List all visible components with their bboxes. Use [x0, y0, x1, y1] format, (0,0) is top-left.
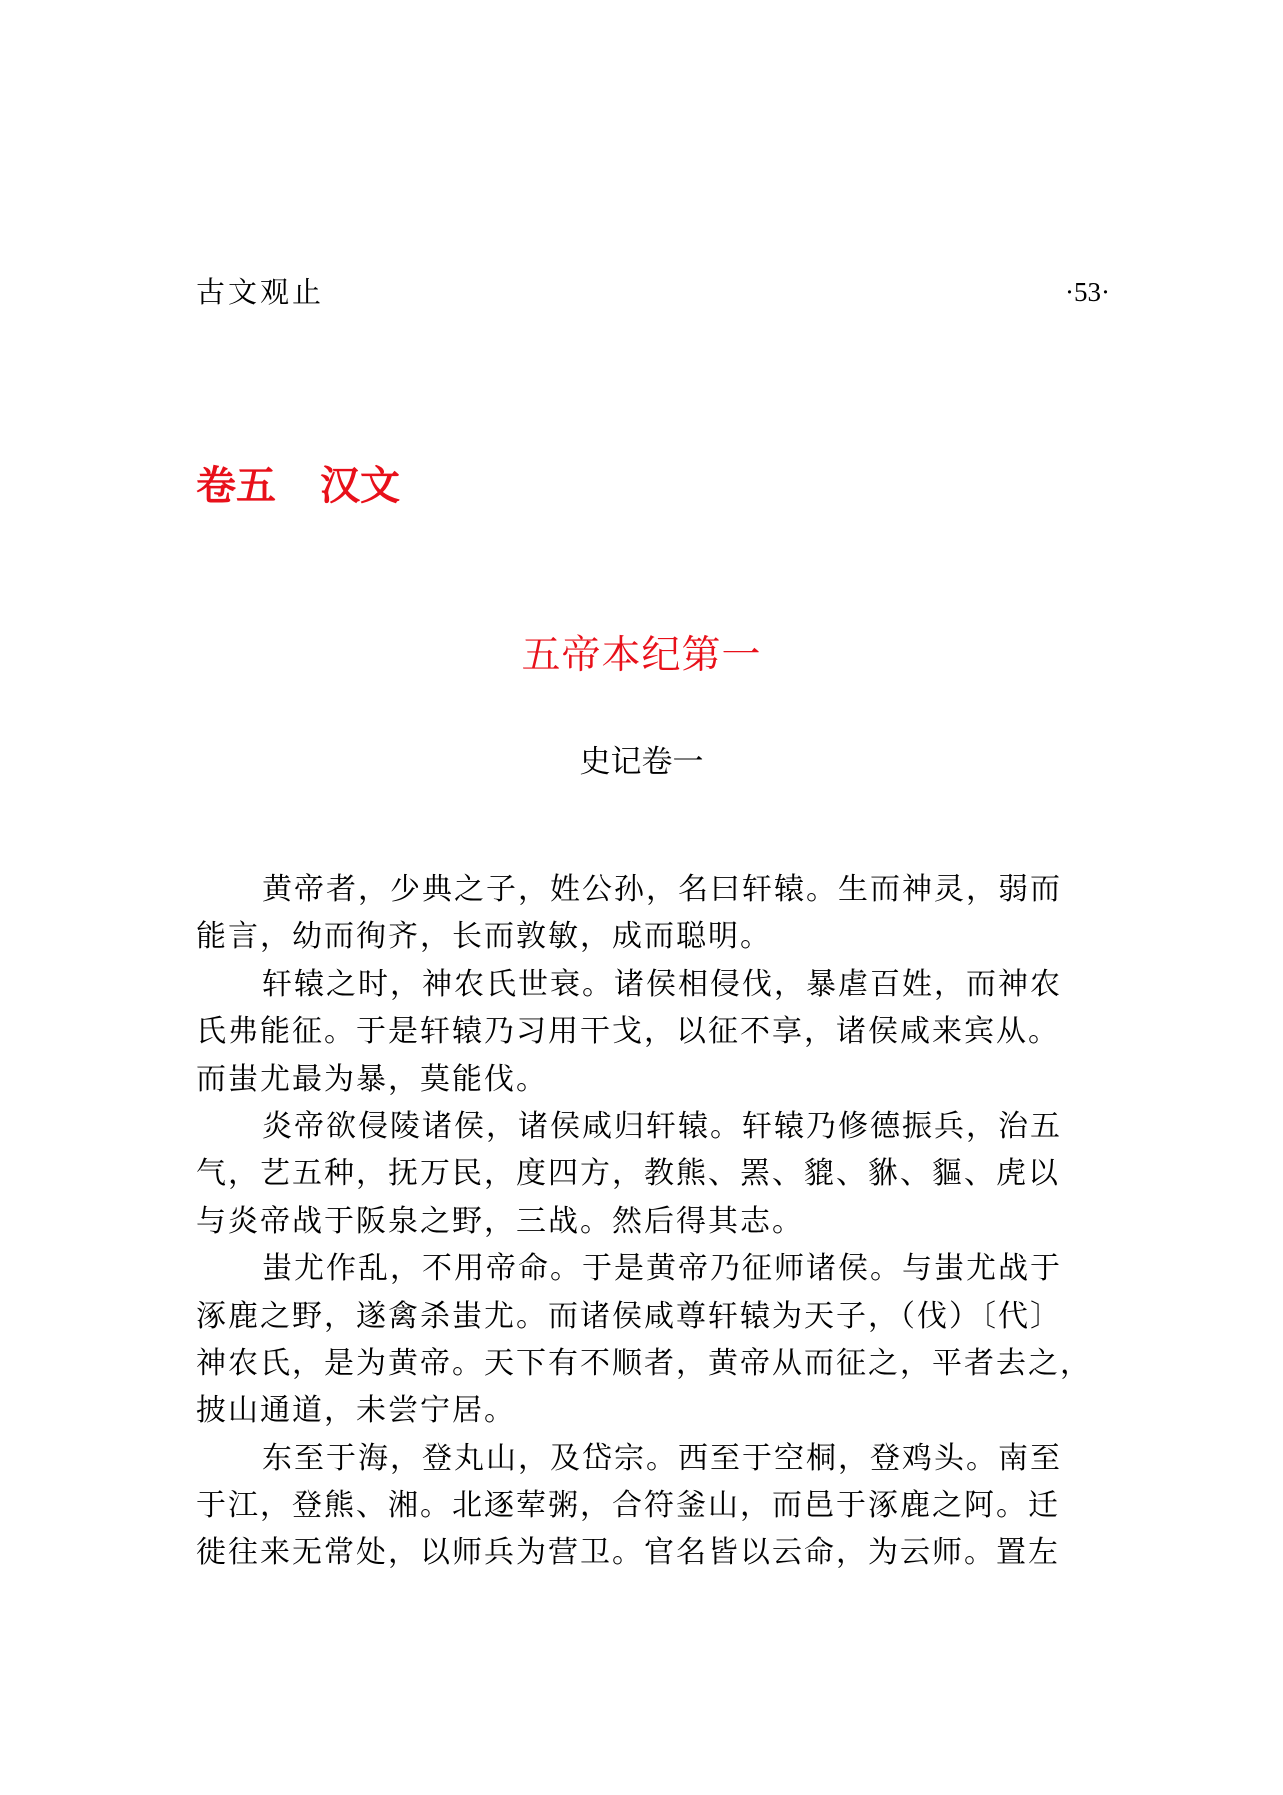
running-header — [196, 272, 1110, 312]
page-number: ·53· — [1065, 277, 1110, 307]
text-line: 东至于海，登丸山，及岱宗。西至于空桐，登鸡头。南至 — [262, 1440, 1062, 1476]
text-line: 徙往来无常处，以师兵为营卫。官名皆以云命，为云师。置左 — [196, 1535, 1060, 1571]
text-line: 蚩尤作乱，不用帝命。于是黄帝乃征师诸侯。与蚩尤战于 — [262, 1251, 1062, 1287]
body-text — [196, 866, 1092, 1577]
text-line: 炎帝欲侵陵诸侯，诸侯咸归轩辕。轩辕乃修德振兵，治五 — [262, 1108, 1062, 1144]
volume-label: 卷五 — [196, 463, 276, 509]
text-line: 而蚩尤最为暴，莫能伐。 — [196, 1061, 548, 1097]
text-line: 能言，幼而徇齐，长而敦敏，成而聪明。 — [196, 919, 772, 955]
text-line: 涿鹿之野，遂禽杀蚩尤。而诸侯咸尊轩辕为天子，（伐）〔代〕 — [196, 1298, 1062, 1334]
text-line: 轩辕之时，神农氏世衰。诸侯相侵伐，暴虐百姓，而神农 — [262, 966, 1062, 1002]
chapter-subtitle: 史记卷一 — [579, 744, 704, 780]
text-line: 氏弗能征。于是轩辕乃习用干戈，以征不享，诸侯咸来宾从。 — [196, 1014, 1060, 1050]
text-line: 气，艺五种，抚万民，度四方，教熊、罴、貔、貅、貙、虎以 — [196, 1156, 1060, 1192]
volume-subject: 汉文 — [320, 463, 400, 509]
text-line: 神农氏，是为黄帝。天下有不顺者，黄帝从而征之，平者去之， — [196, 1345, 1092, 1381]
text-line: 与炎帝战于阪泉之野，三战。然后得其志。 — [196, 1203, 804, 1239]
text-line: 黄帝者，少典之子，姓公孙，名曰轩辕。生而神灵，弱而 — [262, 872, 1062, 907]
volume-heading — [196, 458, 400, 514]
text-line: 于江，登熊、湘。北逐荤粥，合符釜山，而邑于涿鹿之阿。迁 — [196, 1488, 1060, 1524]
chapter-title: 五帝本纪第一 — [521, 633, 762, 678]
text-line: 披山通道，未尝宁居。 — [196, 1393, 516, 1429]
book-title: 古文观止 — [196, 275, 325, 309]
